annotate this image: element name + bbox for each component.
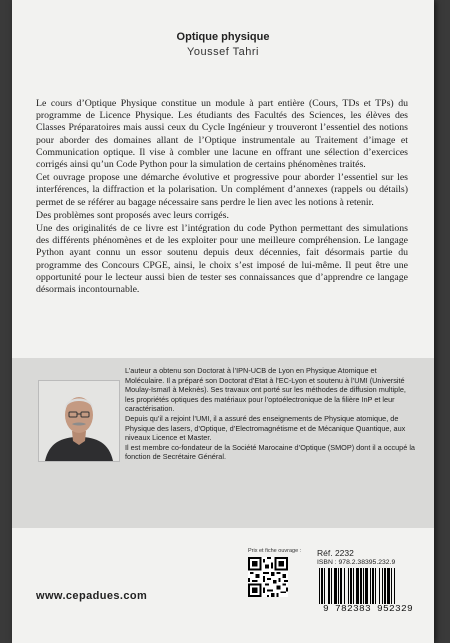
blurb-paragraph: Le cours d’Optique Physique constitue un module à part entière (Cours, TDs et TPs) du programme de Licence Physique. Les étudiants des Facultés des Sciences, les élèves des Classes Préparatoires mais aussi ceux du Cycle Ingénieur y trouveront l’essentiel des notions pour aborder des domaines allant de l’Optique instrumentale au Traitement d’image et Communication optique. Il vise à combler une lacune en offrant une sélection d’exercices corrigés ainsi qu’un Code Python pour la simulation de certains phénomènes traités. — [36, 98, 408, 171]
back-cover — [12, 0, 434, 643]
qr-code-icon[interactable] — [248, 557, 288, 597]
reference-number: Réf. 2232 — [317, 548, 354, 558]
author-bio — [125, 366, 415, 462]
isbn-number: ISBN : 978.2.38395.232.9 — [317, 559, 396, 566]
book-title: Optique physique — [176, 31, 270, 43]
isbn-barcode-icon — [317, 568, 423, 608]
barcode-digits: 9 782383 952329 — [322, 603, 413, 614]
blurb-paragraph: Des problèmes sont proposés avec leurs corrigés. — [36, 209, 229, 221]
bio-paragraph: Il est membre co-fondateur de la Société Marocaine d’Optique (SMOP) dont il a occupé la fonction de Secrétaire Général. — [125, 442, 415, 462]
price-label: Prix et fiche ouvrage : — [248, 548, 302, 554]
book-author: Youssef Tahri — [187, 46, 259, 58]
bio-paragraph: Depuis qu’il a rejoint l’UMI, il a assuré des enseignements de Physique atomique, de Physique des lasers, d’Optique, d’Electromagnétisme et de Mécanique Quantique, aux niveaux Licence et Master. — [125, 413, 406, 443]
blurb-paragraph: Une des originalités de ce livre est l’intégration du code Python permettant des simulations des différents phénomènes et de les exploiter pour une meilleure compréhension. Le langage Python ayant connu un essor soutenu depuis deux décennies, fait désormais partie du programme des Concours CPGE, ainsi, le choix s’est imposé de lui-même. Il peut être une opportunité pour le lecteur aussi bien de tester ses connaissances que d’apprendre ce langage désormais incontournable. — [36, 223, 408, 296]
blurb — [36, 98, 408, 297]
publisher-website-link[interactable]: www.cepadues.com — [36, 590, 148, 602]
bio-paragraph: L’auteur a obtenu son Doctorat à l’IPN-UCB de Lyon en Physique Atomique et Moléculaire. Il a préparé son Doctorat d’Etat à l’EC-Lyon et soutenu à l’UMI (Université Moulay-Ismaïl à Meknès). Ses travaux ont porté sur les méthodes de diffusion multiple, les propriétés optiques des matériaux pour l’optoélectronique de la filière InP et leur caractérisation. — [125, 366, 406, 414]
author-portrait-icon — [38, 380, 120, 462]
blurb-paragraph: Cet ouvrage propose une démarche évolutive et progressive pour aborder l’essentiel sur les interférences, la diffraction et la polarisation. Un complément d’annexes (rappels ou détails) permet de se référer au bagage nécessaire sans perdre le lien avec les notions à retenir. — [36, 172, 408, 208]
